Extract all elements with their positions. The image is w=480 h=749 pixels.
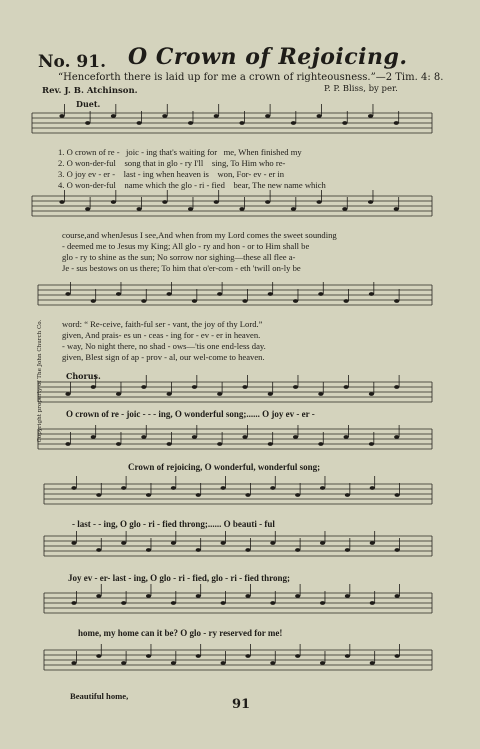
note-head [245,654,250,658]
note-head [221,661,226,665]
chorus-label: Chorus. [66,371,101,381]
note-head [171,541,176,545]
note-head [345,493,350,497]
system2-line-1: course,and whenJesus I see,And when from my Lord comes the sweet sounding [62,230,337,240]
note-head [295,594,300,598]
note-head [242,435,247,439]
verse-4-line: 4. O won-der-ful name which the glo - ri - fied bear, The new name which [58,180,326,190]
note-head [121,541,126,545]
note-head [345,654,350,658]
scripture-epigraph: “Henceforth there is laid up for me a crown of righteousness.”—2 Tim. 4: 8. [58,72,444,83]
note-head [59,114,64,118]
note-head [71,661,76,665]
note-head [141,385,146,389]
note-head [320,486,325,490]
note-head [270,601,275,605]
chorus3-upper-lyrics: home, my home can it be? O glo - ry reserved for me! [78,628,283,638]
note-head [96,548,101,552]
note-head [245,548,250,552]
chorus2-lower-lyrics: Joy ev - er- last - ing, O glo - ri - fied, glo - ri - fied throng; [68,573,290,583]
note-head [91,435,96,439]
note-head [162,200,167,204]
note-head [270,541,275,545]
note-head [344,435,349,439]
note-head [268,292,273,296]
note-head [370,541,375,545]
note-head [71,486,76,490]
author-credit: Rev. J. B. Atchinson. [42,86,138,96]
note-head [192,435,197,439]
note-head [368,200,373,204]
note-head [196,594,201,598]
note-head [111,114,116,118]
note-head [167,442,172,446]
note-head [344,385,349,389]
note-head [394,207,399,211]
system2-line-3: glo - ry to shine as the sun; No sorrow nor sighing—these all flee a- [62,252,296,262]
verse-2-line: 2. O won-der-ful song that in glo - ry I'll sing, To Him who re- [58,158,286,168]
note-head [116,442,121,446]
note-head [85,121,90,125]
note-head [318,442,323,446]
hymn-title: O Crown of Rejoicing. [128,44,408,70]
note-head [59,200,64,204]
note-head [291,207,296,211]
system2-line-2: - deemed me to Jesus my King; All glo - ry and hon - or to Him shall be [62,241,310,251]
verse-1-line: 1. O crown of re - joic - ing that's waiting for me, When finished my [58,147,302,157]
composer-credit: P. P. Bliss, by per. [324,84,398,94]
hymn-number: No. 91. [38,52,106,72]
chorus3-lower-lyrics: Beautiful home, [70,691,129,701]
system3-line-2: given, And prais- es un - ceas - ing for - ev - er in heaven. [62,330,261,340]
note-head [345,548,350,552]
note-head [96,594,101,598]
chorus1-upper-lyrics: O crown of re - joic - - - ing, O wonderful song;...... O joy ev - er - [66,409,315,419]
note-head [121,486,126,490]
system3-line-3: - way, No night there, no shad - ows—'tis one end-less day. [62,341,266,351]
note-head [111,200,116,204]
note-head [196,548,201,552]
note-head [196,654,201,658]
note-head [146,654,151,658]
note-head [317,200,322,204]
note-head [65,292,70,296]
note-head [85,207,90,211]
note-head [171,661,176,665]
note-head [192,385,197,389]
note-head [71,601,76,605]
note-head [320,541,325,545]
note-head [394,435,399,439]
note-head [116,392,121,396]
duet-label: Duet. [76,99,101,109]
note-head [395,594,400,598]
system3-line-4: given, Blest sign of ap - prov - al, our wel-come to heaven. [62,352,265,362]
note-head [71,541,76,545]
note-head [242,299,247,303]
note-head [242,385,247,389]
note-head [171,486,176,490]
page-number: 91 [232,697,251,712]
note-head [65,442,70,446]
system2-line-4: Je - sus bestows on us there; To him that o'er-com - eth 'twill on-ly be [62,263,301,273]
note-head [394,385,399,389]
note-head [395,654,400,658]
note-head [96,654,101,658]
note-head [342,121,347,125]
note-head [295,493,300,497]
note-head [91,299,96,303]
note-head [121,661,126,665]
note-head [268,392,273,396]
note-head [394,121,399,125]
note-head [293,435,298,439]
note-head [116,292,121,296]
note-head [265,200,270,204]
note-head [370,486,375,490]
note-head [239,121,244,125]
chorus2-upper-lyrics: - last - - ing, O glo - ri - fied throng;...... O beauti - ful [72,519,275,529]
note-head [342,207,347,211]
note-head [188,121,193,125]
note-head [320,661,325,665]
note-head [317,114,322,118]
note-head [146,594,151,598]
side-copyright: Copyright property of The John Church Co. [37,319,43,443]
note-head [196,493,201,497]
chorus1-lower-lyrics: Crown of rejoicing, O wonderful, wonderful song; [128,462,321,472]
note-head [270,661,275,665]
note-head [141,299,146,303]
note-head [270,486,275,490]
note-head [395,493,400,497]
note-head [167,392,172,396]
note-head [146,548,151,552]
note-head [369,442,374,446]
note-head [167,292,172,296]
note-head [192,299,197,303]
note-head [370,661,375,665]
note-head [221,601,226,605]
note-head [162,114,167,118]
note-head [369,292,374,296]
note-head [245,493,250,497]
note-head [221,486,226,490]
verse-3-line: 3. O joy ev - er - last - ing when heaven is won, For- ev - er in [58,169,285,179]
note-head [295,548,300,552]
note-head [318,392,323,396]
note-head [293,299,298,303]
note-head [214,114,219,118]
system3-line-1: word: “ Re-ceive, faith-ful ser - vant, the joy of thy Lord.” [62,319,263,329]
note-head [214,200,219,204]
note-head [268,442,273,446]
note-head [293,385,298,389]
note-head [369,392,374,396]
note-head [121,601,126,605]
note-head [217,392,222,396]
note-head [344,299,349,303]
note-head [221,541,226,545]
note-head [141,435,146,439]
note-head [395,548,400,552]
note-head [370,601,375,605]
note-head [65,392,70,396]
note-head [188,207,193,211]
note-head [171,601,176,605]
note-head [96,493,101,497]
note-head [91,385,96,389]
note-head [245,594,250,598]
note-head [217,292,222,296]
note-head [394,299,399,303]
note-head [318,292,323,296]
note-head [137,121,142,125]
note-head [239,207,244,211]
note-head [217,442,222,446]
note-head [295,654,300,658]
note-head [137,207,142,211]
note-head [320,601,325,605]
note-head [345,594,350,598]
note-head [368,114,373,118]
note-head [291,121,296,125]
note-head [265,114,270,118]
note-head [146,493,151,497]
